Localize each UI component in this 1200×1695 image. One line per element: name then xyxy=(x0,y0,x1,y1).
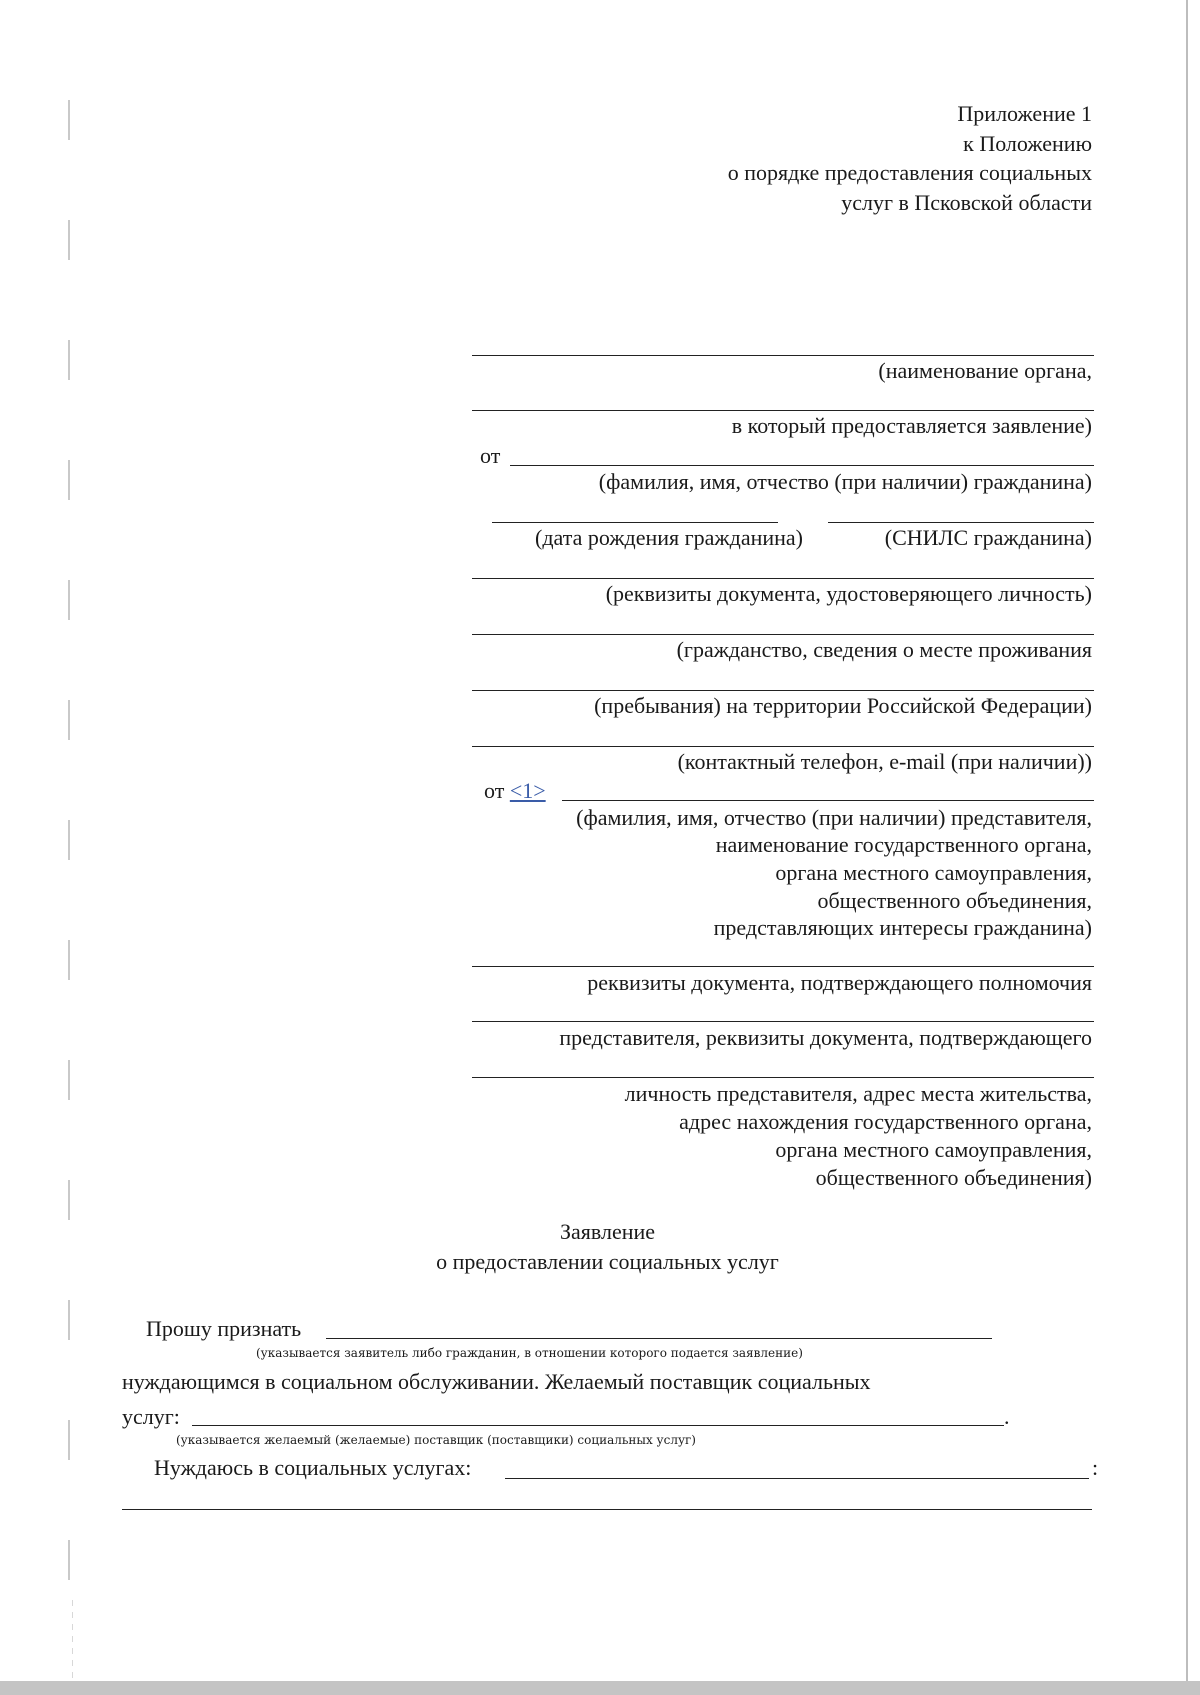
services-field-2[interactable] xyxy=(122,1509,1092,1510)
citizen-fio-field[interactable] xyxy=(510,465,1094,466)
citizenship-field[interactable] xyxy=(472,634,1094,635)
authority-caption-5: органа местного самоуправления, xyxy=(775,1137,1092,1162)
appendix-to-regulation: к Положению xyxy=(963,131,1092,156)
representative-caption-4: общественного объединения, xyxy=(817,888,1092,913)
need-line: нуждающимся в социальном обслуживании. Желаемый поставщик социальных xyxy=(122,1369,871,1394)
appendix-regulation-title-1: о порядке предоставления социальных xyxy=(727,160,1092,185)
birth-date-field[interactable] xyxy=(492,522,778,523)
provider-hint: (указывается желаемый (желаемые) поставщик (поставщики) социальных услуг) xyxy=(176,1433,696,1447)
document-title: Заявление xyxy=(559,1219,656,1244)
provider-label: услуг: xyxy=(122,1404,180,1429)
authority-caption-1: реквизиты документа, подтверждающего полномочия xyxy=(587,970,1092,995)
document-subtitle: о предоставлении социальных услуг xyxy=(436,1249,779,1274)
request-label: Прошу признать xyxy=(146,1316,302,1341)
scan-bottom-band xyxy=(0,1681,1200,1695)
representative-field[interactable] xyxy=(562,800,1094,801)
from-label: от xyxy=(480,443,501,468)
provider-field[interactable] xyxy=(192,1425,1004,1426)
organ-name-caption-2: в который предоставляется заявление) xyxy=(731,413,1092,438)
representative-caption-2: наименование государственного органа, xyxy=(715,832,1092,857)
id-document-field[interactable] xyxy=(472,578,1094,579)
id-document-caption: (реквизиты документа, удостоверяющего личность) xyxy=(605,581,1092,606)
authority-field-3[interactable] xyxy=(472,1077,1094,1078)
scan-left-margin-marks xyxy=(68,100,70,1600)
snils-caption: (СНИЛС гражданина) xyxy=(884,525,1092,550)
authority-caption-6: общественного объединения) xyxy=(815,1165,1092,1190)
stay-field[interactable] xyxy=(472,690,1094,691)
snils-field[interactable] xyxy=(828,522,1094,523)
organ-name-caption: (наименование органа, xyxy=(878,358,1092,383)
authority-field-2[interactable] xyxy=(472,1021,1094,1022)
page-edge-right xyxy=(1186,0,1188,1690)
footnote-1-link[interactable]: <1> xyxy=(509,778,546,803)
citizen-fio-caption: (фамилия, имя, отчество (при наличии) гражданина) xyxy=(598,469,1092,494)
request-hint: (указывается заявитель либо гражданин, в отношении которого подается заявление) xyxy=(256,1346,803,1360)
organ-name-field-2[interactable] xyxy=(472,410,1094,411)
representative-caption-5: представляющих интересы гражданина) xyxy=(713,915,1092,940)
authority-caption-2: представителя, реквизиты документа, подтверждающего xyxy=(559,1025,1092,1050)
representative-caption-1: (фамилия, имя, отчество (при наличии) представителя, xyxy=(576,805,1092,830)
provider-end: . xyxy=(1004,1404,1010,1429)
scan-left-margin-marks-lower xyxy=(72,1600,73,1680)
services-end: : xyxy=(1092,1455,1099,1480)
request-field[interactable] xyxy=(326,1338,992,1339)
stay-caption: (пребывания) на территории Российской Федерации) xyxy=(594,693,1092,718)
contacts-field[interactable] xyxy=(472,746,1094,747)
representative-caption-3: органа местного самоуправления, xyxy=(775,860,1092,885)
from-representative-label xyxy=(484,778,546,804)
organ-name-field[interactable] xyxy=(472,355,1094,356)
appendix-regulation-title-2: услуг в Псковской области xyxy=(841,190,1092,215)
from2-label: от xyxy=(484,778,505,803)
authority-caption-4: адрес нахождения государственного органа, xyxy=(679,1109,1092,1134)
authority-field-1[interactable] xyxy=(472,966,1094,967)
citizenship-caption: (гражданство, сведения о месте проживания xyxy=(676,637,1092,662)
services-label: Нуждаюсь в социальных услугах: xyxy=(154,1455,472,1480)
appendix-number: Приложение 1 xyxy=(957,101,1092,126)
contacts-caption: (контактный телефон, e-mail (при наличии)) xyxy=(677,749,1092,774)
authority-caption-3: личность представителя, адрес места жительства, xyxy=(624,1081,1092,1106)
services-field[interactable] xyxy=(505,1478,1089,1479)
birth-date-caption: (дата рождения гражданина) xyxy=(535,525,803,550)
